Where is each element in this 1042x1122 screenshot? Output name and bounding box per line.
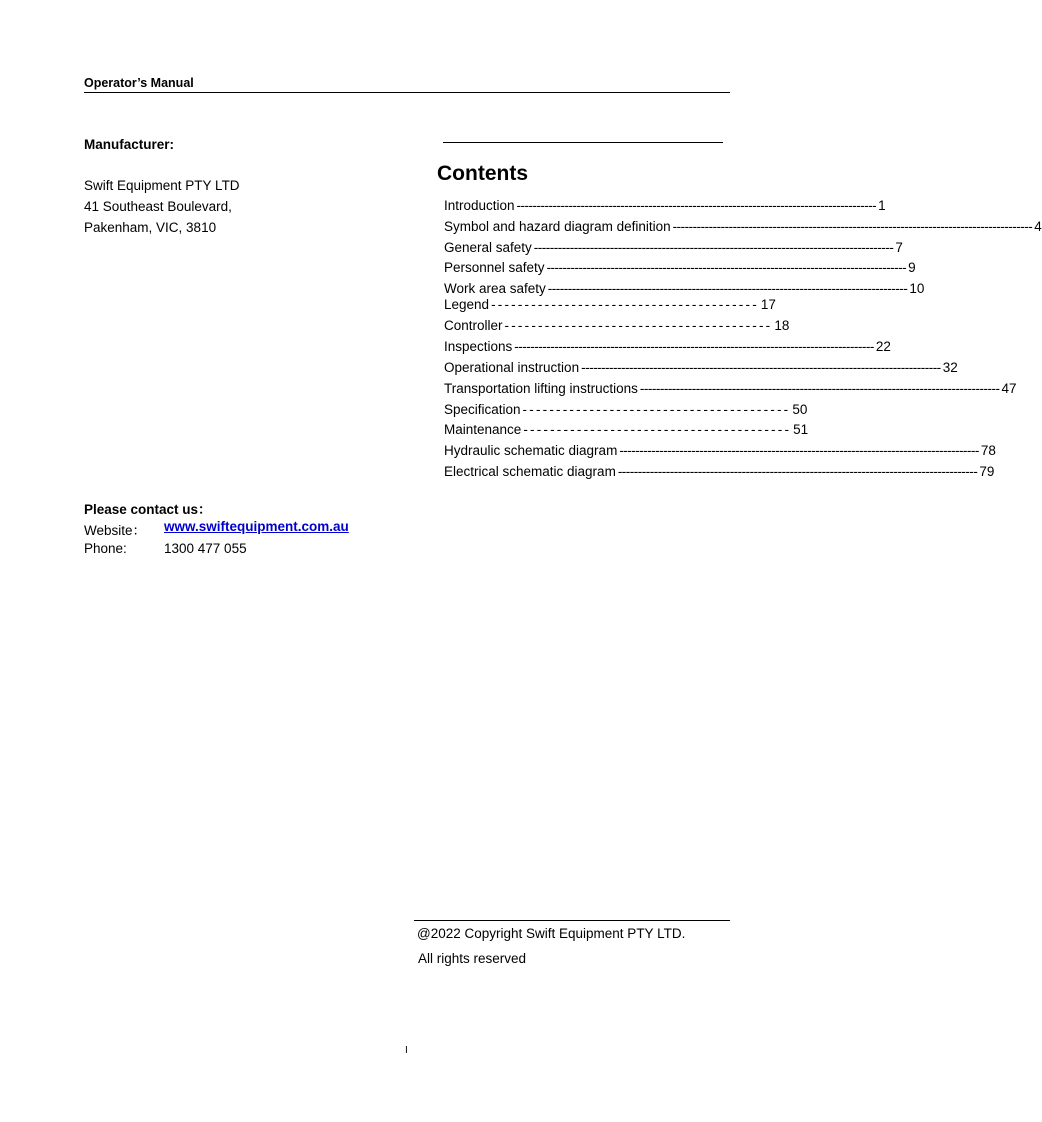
- toc-entry-page: 22: [875, 339, 891, 354]
- toc-leader: ------------------------------------------------------------------------------------------: [533, 240, 894, 255]
- toc-entry-label: Introduction: [444, 198, 515, 213]
- toc-entry[interactable]: [444, 281, 925, 297]
- toc-entry[interactable]: [444, 422, 809, 438]
- toc-entry-label: Symbol and hazard diagram definition: [444, 219, 671, 234]
- website-link[interactable]: www.swiftequipment.com.au: [164, 519, 349, 534]
- toc-entry-page: 47: [1001, 381, 1017, 396]
- toc-entry-label: Legend: [444, 297, 490, 312]
- toc-entry[interactable]: [444, 443, 996, 459]
- rights-text: All rights reserved: [418, 951, 527, 966]
- toc-leader: ------------------------------------------------------------------------------------------: [516, 198, 877, 213]
- toc-entry[interactable]: [444, 339, 891, 355]
- toc-entry-page: 9: [908, 260, 916, 275]
- toc-leader: ------------------------------------------------------------------------------------------: [581, 360, 941, 375]
- toc-entry-page: 10: [909, 281, 925, 296]
- manufacturer-address: [84, 177, 240, 240]
- toc-entry-page: 1: [878, 198, 886, 213]
- toc-entry-page: 17: [760, 297, 776, 312]
- company-name: Swift Equipment PTY LTD: [84, 178, 240, 193]
- toc-entry[interactable]: [444, 260, 916, 276]
- toc-entry-page: 78: [980, 443, 996, 458]
- website-label: Website：: [84, 523, 147, 538]
- toc-entry[interactable]: [444, 198, 886, 214]
- manufacturer-label: Manufacturer:: [84, 137, 175, 152]
- toc-entry-label: Operational instruction: [444, 360, 580, 375]
- address-city: Pakenham, VIC, 3810: [84, 220, 217, 235]
- toc-entry[interactable]: [444, 219, 1042, 235]
- toc-entry-label: Controller: [444, 318, 503, 333]
- toc-entry-page: 4: [1034, 219, 1042, 234]
- toc-leader: ----------------------------------------: [523, 422, 792, 437]
- contents-top-rule: [443, 142, 723, 143]
- toc-entry-label: Maintenance: [444, 422, 522, 437]
- toc-entry[interactable]: [444, 381, 1017, 397]
- header-title: Operator’s Manual: [84, 76, 194, 90]
- toc-entry-label: Transportation lifting instructions: [444, 381, 638, 396]
- toc-leader: ----------------------------------------: [504, 318, 773, 333]
- toc-entry-label: Work area safety: [444, 281, 546, 296]
- toc-leader: ------------------------------------------------------------------------------------------: [546, 260, 907, 275]
- contents-heading: Contents: [437, 162, 528, 185]
- toc-entry-label: General safety: [444, 240, 532, 255]
- toc-entry-label: Inspections: [444, 339, 513, 354]
- toc-entry[interactable]: [444, 297, 776, 313]
- toc-entry-page: 18: [774, 318, 790, 333]
- toc-leader: ----------------------------------------: [491, 297, 759, 312]
- toc-entry[interactable]: [444, 360, 958, 376]
- toc-leader: ------------------------------------------------------------------------------------------: [639, 381, 1000, 396]
- toc-entry[interactable]: [444, 464, 995, 480]
- toc-entry-label: Hydraulic schematic diagram: [444, 443, 618, 458]
- toc-leader: ------------------------------------------------------------------------------------------: [617, 464, 978, 479]
- toc-leader: ----------------------------------------: [522, 402, 791, 417]
- toc-entry-label: Personnel safety: [444, 260, 545, 275]
- toc-entry-page: 50: [792, 402, 808, 417]
- toc-entry[interactable]: [444, 402, 808, 418]
- header-rule: [84, 92, 730, 93]
- toc-leader: ------------------------------------------------------------------------------------------: [514, 339, 874, 354]
- toc-entry[interactable]: [444, 318, 790, 334]
- footer-rule: [414, 920, 730, 921]
- copyright-text: @2022 Copyright Swift Equipment PTY LTD.: [417, 926, 686, 941]
- toc-entry-page: 7: [895, 240, 903, 255]
- toc-leader: ------------------------------------------------------------------------------------------: [619, 443, 979, 458]
- toc-entry-label: Specification: [444, 402, 521, 417]
- toc-entry-page: 51: [793, 422, 809, 437]
- page-number: I: [405, 1045, 408, 1056]
- toc-leader: ------------------------------------------------------------------------------------------: [547, 281, 908, 296]
- toc-leader: ------------------------------------------------------------------------------------------: [672, 219, 1033, 234]
- toc-entry-page: 79: [979, 464, 995, 479]
- toc-entry-page: 32: [942, 360, 958, 375]
- address-street: 41 Southeast Boulevard,: [84, 199, 232, 214]
- phone-label: Phone:: [84, 541, 127, 556]
- phone-number: 1300 477 055: [164, 541, 247, 556]
- contact-label: Please contact us：: [84, 502, 212, 517]
- toc-entry-label: Electrical schematic diagram: [444, 464, 616, 479]
- toc-entry[interactable]: [444, 240, 903, 256]
